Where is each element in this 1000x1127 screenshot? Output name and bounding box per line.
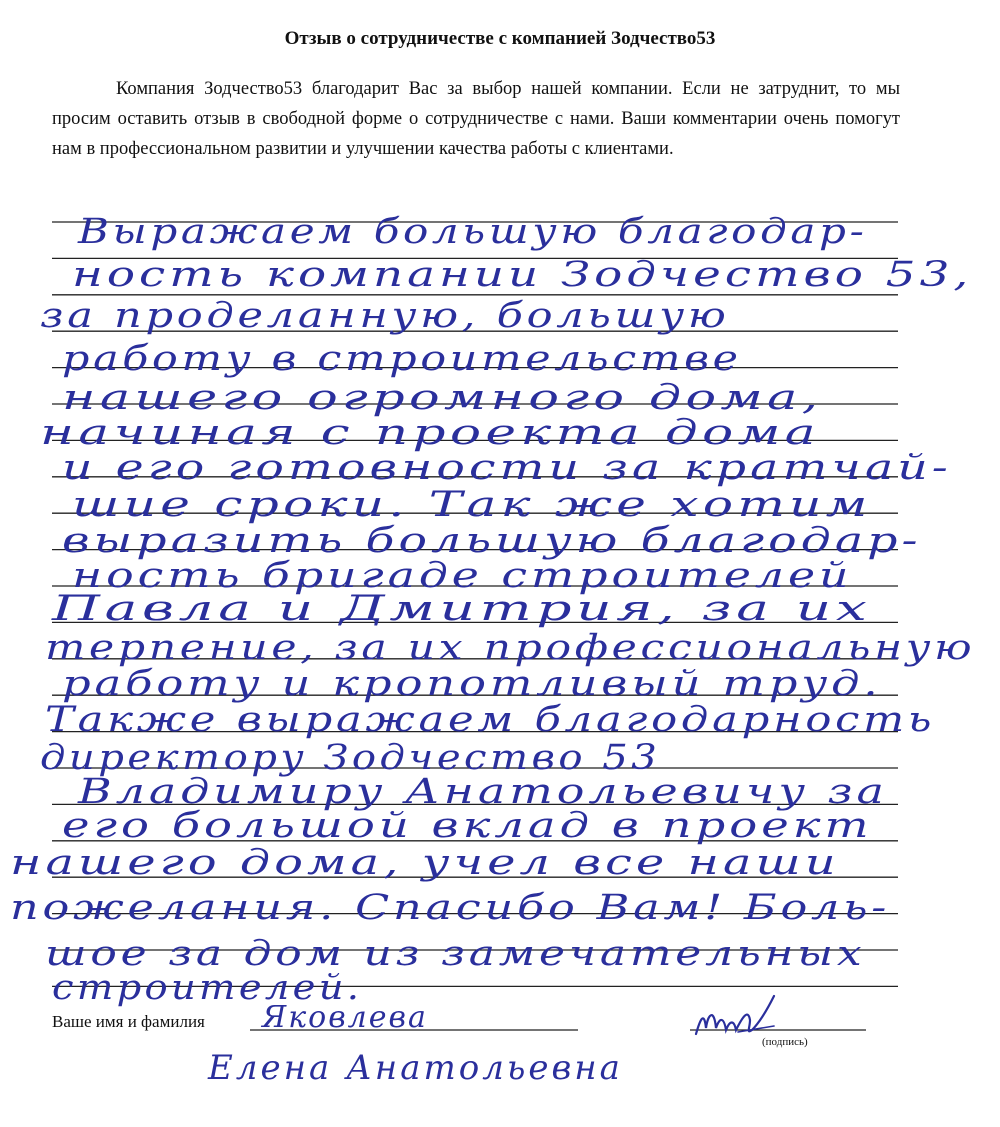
- handwritten-review-line: Владимиру Анатольевичу за: [78, 772, 888, 812]
- handwritten-review-line: Также выражаем благодарность: [45, 700, 936, 740]
- handwritten-review-line: Павла и Дмитрия, за их: [52, 589, 872, 629]
- handwritten-review-line: работу в строительстве: [62, 339, 742, 379]
- handwritten-review-line: ность компании Зодчество 53,: [72, 255, 973, 295]
- handwritten-review-line: шие сроки. Так же хотим: [72, 485, 872, 525]
- signature-caption: (подпись): [762, 1036, 808, 1048]
- form-title: Отзыв о сотрудничестве с компанией Зодчество53: [284, 28, 716, 49]
- handwritten-review-line: директору Зодчество 53: [40, 738, 661, 778]
- handwritten-name-patronymic: Елена Анатольевна: [208, 1048, 623, 1088]
- handwritten-review-line: и его готовности за кратчай-: [62, 448, 952, 488]
- handwritten-review-line: выразить большую благодар-: [62, 521, 922, 561]
- name-field-label: Ваше имя и фамилия: [52, 1012, 205, 1031]
- handwritten-review-line: нашего дома, учел все наши: [10, 843, 840, 883]
- handwritten-review-line: ность бригаде строителей: [72, 556, 853, 596]
- handwritten-review-line: терпение, за их профессиональную: [45, 628, 976, 668]
- handwritten-review-line: за проделанную, большую: [40, 296, 730, 336]
- form-intro-paragraph: Компания Зодчество53 благодарит Вас за выбор нашей компании. Если не затруднит, то мы просим оставить отзыв в свободной форме о сотрудничестве с нами. Ваши комментарии очень помогут нам в профессиональном развитии и улучшении качества работы с клиентами.: [52, 79, 900, 159]
- handwritten-review-line: строителей.: [52, 968, 363, 1008]
- handwritten-review-line: начиная с проекта дома: [40, 413, 820, 453]
- handwritten-review-line: его большой вклад в проект: [62, 806, 873, 846]
- handwritten-review-line: пожелания. Спасибо Вам! Боль-: [10, 888, 891, 928]
- handwritten-review-line: работу и кропотливый труд.: [62, 664, 882, 704]
- handwritten-surname: Яковлева: [262, 1000, 428, 1035]
- handwritten-review-line: нашего огромного дома,: [62, 378, 823, 418]
- handwritten-review-line: шое за дом из замечательных: [45, 934, 866, 974]
- handwritten-review-line: Выражаем большую благодар-: [78, 212, 868, 252]
